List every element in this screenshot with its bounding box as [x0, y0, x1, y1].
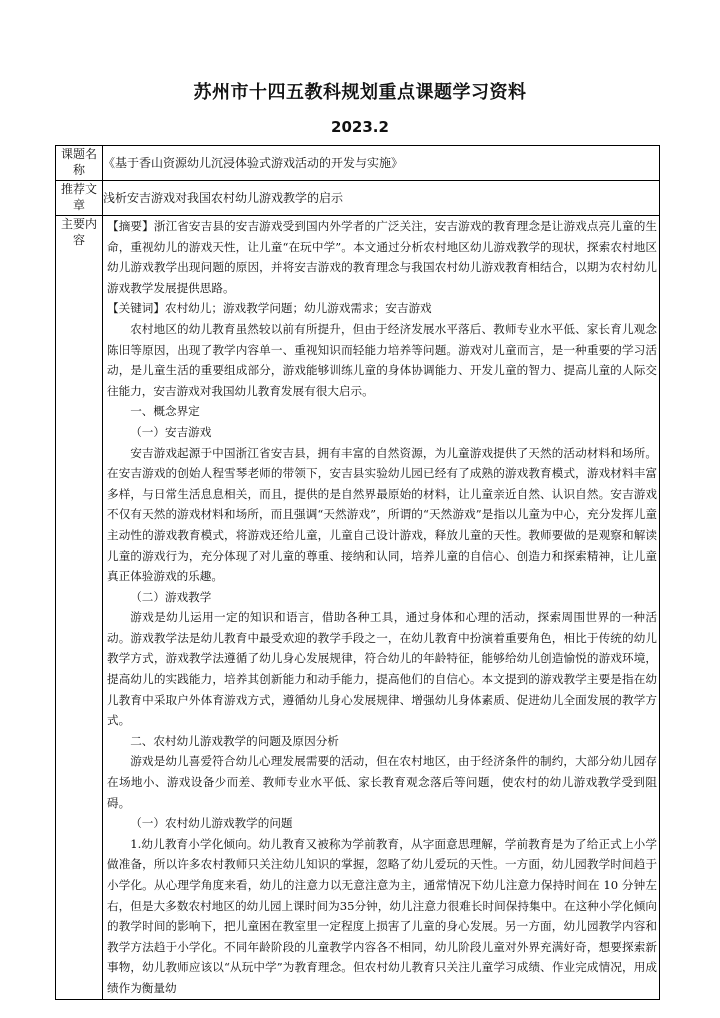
body-paragraph: 1.幼儿教育小学化倾向。幼儿教育又被称为学前教育，从字面意思理解，学前教育是为了给正式上小学做准备，所以许多农村教师只关注幼儿知识的掌握，忽略了幼儿爱玩的天性。一方面，幼儿园教学时间趋于小学化。从心理学角度来看，幼儿的注意力以无意注意为主，通常情况下幼儿注意力保持时间在 10 分钟左右，但是大多数农村地区的幼儿园上课时间为35分钟，幼儿注意力很难长时间保持集中。在这种小学化倾向的教学时间的影响下，把儿童困在教室里一定程度上损害了儿童的身心发展。另一方面，幼儿园教学内容和教学方法趋于小学化。不同年龄阶段的儿童教学内容各不相同，幼儿阶段儿童对外界充满好奇，想要探索新事物，幼儿教师应该以“从玩中学”为教育理念。但农村幼儿教育只关注儿童学习成绩、作业完成情况，用成绩作为衡量幼 [107, 836, 657, 995]
keywords-paragraph: 【关键词】农村幼儿；游戏教学问题；幼儿游戏需求；安吉游戏 [107, 301, 432, 316]
article-label: 推荐文章 [56, 181, 103, 216]
subsection-heading: （二）游戏教学 [130, 589, 212, 604]
subsection-heading: （一）农村幼儿游戏教学的问题 [130, 816, 293, 831]
content-body [103, 216, 659, 999]
section-heading: 二、农村幼儿游戏教学的问题及原因分析 [130, 733, 339, 748]
subsection-heading: （一）安吉游戏 [130, 424, 212, 439]
content-row [56, 216, 660, 1000]
body-paragraph: 游戏是幼儿喜爱符合幼儿心理发展需要的活动，但在农村地区，由于经济条件的制约，大部分幼儿园存在场地小、游戏设备少而差、教师专业水平低、家长教育观念落后等问题，使农村的幼儿游戏教学受到阻碍。 [107, 754, 657, 810]
abstract-paragraph: 【摘要】浙江省安吉县的安吉游戏受到国内外学者的广泛关注，安吉游戏的教育理念是让游戏点亮儿童的生命，重视幼儿的游戏天性，让儿童“在玩中学”。本文通过分析农村地区幼儿游戏教学的现状，探索农村地区幼儿游戏教学出现问题的原因，并将安吉游戏的教育理念与我国农村幼儿游戏教育相结合，以期为农村幼儿游戏教学发展提供思路。 [107, 219, 657, 295]
body-paragraph: 游戏是幼儿运用一定的知识和语言，借助各种工具，通过身体和心理的活动，探索周围世界的一种活动。游戏教学法是幼儿教育中最受欢迎的教学手段之一，在幼儿教育中扮演着重要角色，相比于传统的幼儿教学方式，游戏教学法遵循了幼儿身心发展规律，符合幼儿的年龄特征，能够给幼儿创造愉悦的游戏环境，提高幼儿的实践能力，培养其创新能力和动手能力，提高他们的自信心。本文提到的游戏教学主要是指在幼儿教育中采取户外体育游戏方式，遵循幼儿身心发展规律、增强幼儿身体素质、促进幼儿全面发展的教学方式。 [107, 610, 657, 728]
content-cell [103, 216, 660, 1000]
document-title: 苏州市十四五教科规划重点课题学习资料 [193, 82, 527, 103]
intro-paragraph: 农村地区的幼儿教育虽然较以前有所提升，但由于经济发展水平落后、教师专业水平低、家长育儿观念陈旧等原因，出现了教学内容单一、重视知识而轻能力培养等问题。游戏对儿童而言，是一种重要的学习活动，是儿童生活的重要组成部分，游戏能够训练儿童的身体协调能力、开发儿童的智力、提高儿童的人际交往能力，安吉游戏对我国幼儿教育发展有很大启示。 [107, 321, 657, 398]
topic-label: 课题名称 [56, 146, 103, 181]
topic-value: 《基于香山资源幼儿沉浸体验式游戏活动的开发与实施》 [103, 146, 660, 181]
topic-row [56, 146, 660, 181]
body-paragraph: 安吉游戏起源于中国浙江省安吉县，拥有丰富的自然资源，为儿童游戏提供了天然的活动材料和场所。在安吉游戏的创始人程雪琴老师的带领下，安吉县实验幼儿园已经有了成熟的游戏教育模式，游戏材料丰富多样，与日常生活息息相关，而且，提供的是自然界最原始的材料，让儿童亲近自然、认识自然。安吉游戏不仅有天然的游戏材料和场所，而且强调“天然游戏”，所谓的“天然游戏”是指以儿童为中心，充分发挥儿童主动性的游戏教育模式，将游戏还给儿童，儿童自己设计游戏，释放儿童的天性。教师要做的是观察和解读儿童的游戏行为，充分体现了对儿童的尊重、接纳和认同，培养儿童的自信心、创造力和探索精神，让儿童真正体验游戏的乐趣。 [107, 445, 657, 584]
article-row [56, 181, 660, 216]
info-table [55, 145, 660, 1000]
article-value: 浅析安吉游戏对我国农村幼儿游戏教学的启示 [103, 181, 660, 216]
section-heading: 一、概念界定 [130, 404, 200, 419]
document-date: 2023.2 [331, 118, 389, 136]
content-label: 主要内容 [56, 216, 103, 1000]
